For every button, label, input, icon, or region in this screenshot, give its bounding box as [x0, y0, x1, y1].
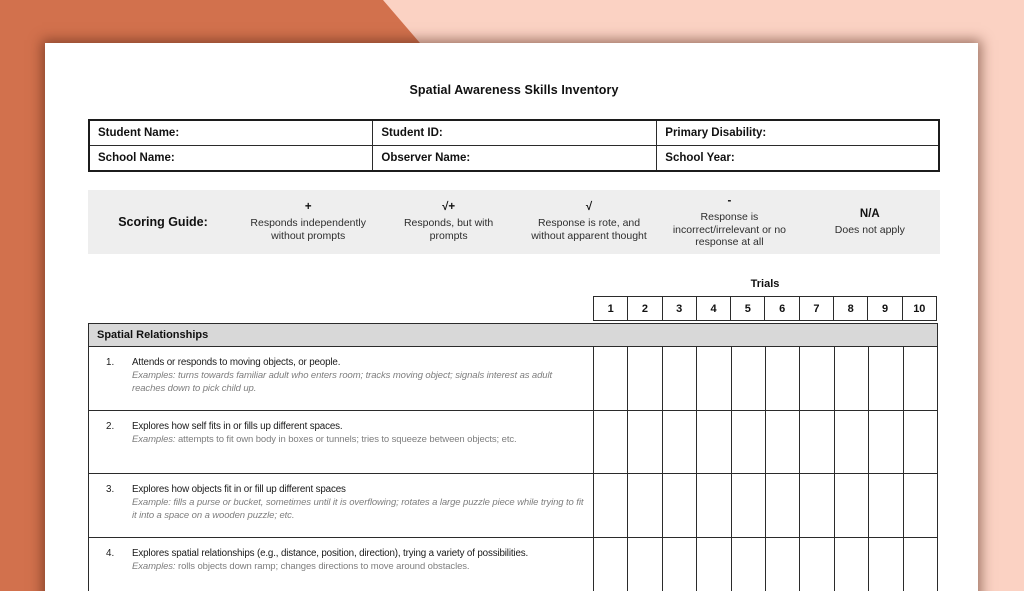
skill-examples: Examples: attempts to fit own body in boxes or tunnels; tries to squeeze between objects; etc.: [132, 434, 517, 446]
trial-cell[interactable]: [662, 347, 696, 411]
skill-row: [89, 474, 938, 538]
scoring-description: Responds, but with prompts: [403, 217, 494, 242]
trial-cell[interactable]: [594, 474, 628, 538]
trial-cell[interactable]: [800, 538, 834, 591]
skill-examples: Examples: rolls objects down ramp; changes directions to move around obstacles.: [132, 561, 470, 573]
trial-cell[interactable]: [834, 538, 868, 591]
trial-cell[interactable]: [697, 538, 731, 591]
scoring-symbol: √+: [442, 201, 456, 214]
skill-title: Explores how objects fit in or fill up different spaces: [132, 484, 346, 495]
section-header-row: [89, 324, 938, 347]
scoring-symbol: N/A: [859, 207, 880, 220]
scoring-description: Response is incorrect/irrelevant or no response at all: [672, 210, 787, 249]
scoring-description: Response is rote, and without apparent thought: [531, 217, 647, 242]
skill-number: 1.: [106, 357, 115, 368]
skill-description-cell: [89, 347, 594, 411]
info-row: [89, 146, 939, 172]
trial-cell[interactable]: [869, 347, 903, 411]
skill-number: 3.: [106, 484, 115, 495]
scoring-description: Does not apply: [834, 223, 905, 236]
scoring-description: Responds independently without prompts: [250, 217, 366, 242]
trial-cell[interactable]: [903, 411, 938, 474]
trials-label: Trials: [750, 278, 780, 290]
trial-column-header: 2: [628, 297, 662, 320]
trial-cell[interactable]: [800, 411, 834, 474]
skill-row: [89, 538, 938, 591]
page-title: Spatial Awareness Skills Inventory: [409, 83, 619, 97]
skill-title: Attends or responds to moving objects, or people.: [132, 357, 341, 368]
trial-cell[interactable]: [903, 474, 938, 538]
field-observer-name[interactable]: Observer Name:: [373, 146, 657, 172]
skill-description-cell: [89, 411, 594, 474]
trial-cell[interactable]: [800, 474, 834, 538]
trial-column-header: 10: [913, 302, 926, 315]
skill-examples-label: Example:: [132, 497, 174, 509]
trial-cell[interactable]: [765, 411, 799, 474]
skill-examples-label: Examples:: [132, 434, 178, 446]
trial-cell[interactable]: [594, 411, 628, 474]
trial-cell[interactable]: [731, 538, 765, 591]
trial-cell[interactable]: [834, 347, 868, 411]
trial-cell[interactable]: [628, 538, 662, 591]
scoring-symbol: √: [585, 201, 593, 214]
field-student-name[interactable]: Student Name:: [89, 120, 373, 146]
trial-cell[interactable]: [697, 411, 731, 474]
trial-cell[interactable]: [628, 347, 662, 411]
field-primary-disability[interactable]: Primary Disability:: [657, 120, 939, 146]
trial-cell[interactable]: [662, 538, 696, 591]
skill-row: [89, 347, 938, 411]
section-header: Spatial Relationships: [89, 324, 938, 347]
skill-title: Explores spatial relationships (e.g., distance, position, direction), trying a variety of possibilities.: [132, 548, 529, 559]
field-school-name[interactable]: School Name:: [89, 146, 373, 172]
trial-cell[interactable]: [628, 474, 662, 538]
skill-description-cell: [89, 474, 594, 538]
trial-cell[interactable]: [765, 347, 799, 411]
scoring-symbol: +: [304, 201, 312, 214]
scoring-guide-label: Scoring Guide:: [118, 215, 208, 229]
scoring-option-check: [519, 190, 659, 254]
scoring-option-minus: [659, 190, 799, 254]
trial-cell[interactable]: [834, 411, 868, 474]
trial-cell[interactable]: [731, 474, 765, 538]
document-page: [45, 43, 978, 591]
skill-examples: Example: fills a purse or bucket, sometimes until it is overflowing; rotates a large puzzle piece while trying to fit it into a space on a wooden puzzle; etc.: [132, 497, 584, 521]
skill-number: 4.: [106, 548, 115, 559]
trial-cell[interactable]: [765, 538, 799, 591]
skills-table: [88, 323, 938, 591]
skill-examples: Examples: turns towards familiar adult who enters room; tracks moving object; signals interest as adult reaches down to pick child up.: [132, 370, 553, 394]
skill-row: [89, 411, 938, 474]
trial-cell[interactable]: [731, 347, 765, 411]
skill-number: 2.: [106, 421, 115, 432]
field-school-year[interactable]: School Year:: [657, 146, 939, 172]
trial-column-header: 5: [731, 297, 765, 320]
trial-cell[interactable]: [697, 474, 731, 538]
trial-cell[interactable]: [800, 347, 834, 411]
trial-cell[interactable]: [903, 538, 938, 591]
trial-column-header: 3: [663, 297, 697, 320]
trial-cell[interactable]: [731, 411, 765, 474]
scoring-option-na: [800, 190, 940, 254]
skill-title: Explores how self fits in or fills up different spaces.: [132, 421, 343, 432]
skill-description-cell: [89, 538, 594, 591]
scoring-guide: [88, 190, 940, 254]
trial-cell[interactable]: [594, 538, 628, 591]
trial-cell[interactable]: [662, 411, 696, 474]
skill-examples-label: Examples:: [132, 370, 178, 382]
trial-cell[interactable]: [594, 347, 628, 411]
trial-cell[interactable]: [697, 347, 731, 411]
trial-cell[interactable]: [903, 347, 938, 411]
skills-rows: [89, 324, 938, 591]
trial-cell[interactable]: [869, 538, 903, 591]
trial-column-header: 8: [834, 297, 868, 320]
trials-number-row: [593, 296, 937, 321]
trial-cell[interactable]: [869, 411, 903, 474]
trial-column-header: 1: [594, 297, 628, 320]
trial-column-header: 7: [800, 297, 834, 320]
trial-cell[interactable]: [869, 474, 903, 538]
scoring-option-check-plus: [378, 190, 518, 254]
scoring-symbol: -: [727, 194, 732, 207]
info-row: [89, 120, 939, 146]
trial-column-header: 6: [765, 297, 799, 320]
trial-cell[interactable]: [662, 474, 696, 538]
trial-column-header: 4: [697, 297, 731, 320]
trial-column-header: 9: [868, 297, 902, 320]
trial-cell[interactable]: [765, 474, 799, 538]
trial-cell[interactable]: [628, 411, 662, 474]
trial-cell[interactable]: [834, 474, 868, 538]
skill-examples-label: Examples:: [132, 561, 178, 573]
student-info-table: [88, 119, 940, 172]
page-content: [45, 83, 978, 591]
field-student-id[interactable]: Student ID:: [373, 120, 657, 146]
scoring-option-plus: [238, 190, 378, 254]
